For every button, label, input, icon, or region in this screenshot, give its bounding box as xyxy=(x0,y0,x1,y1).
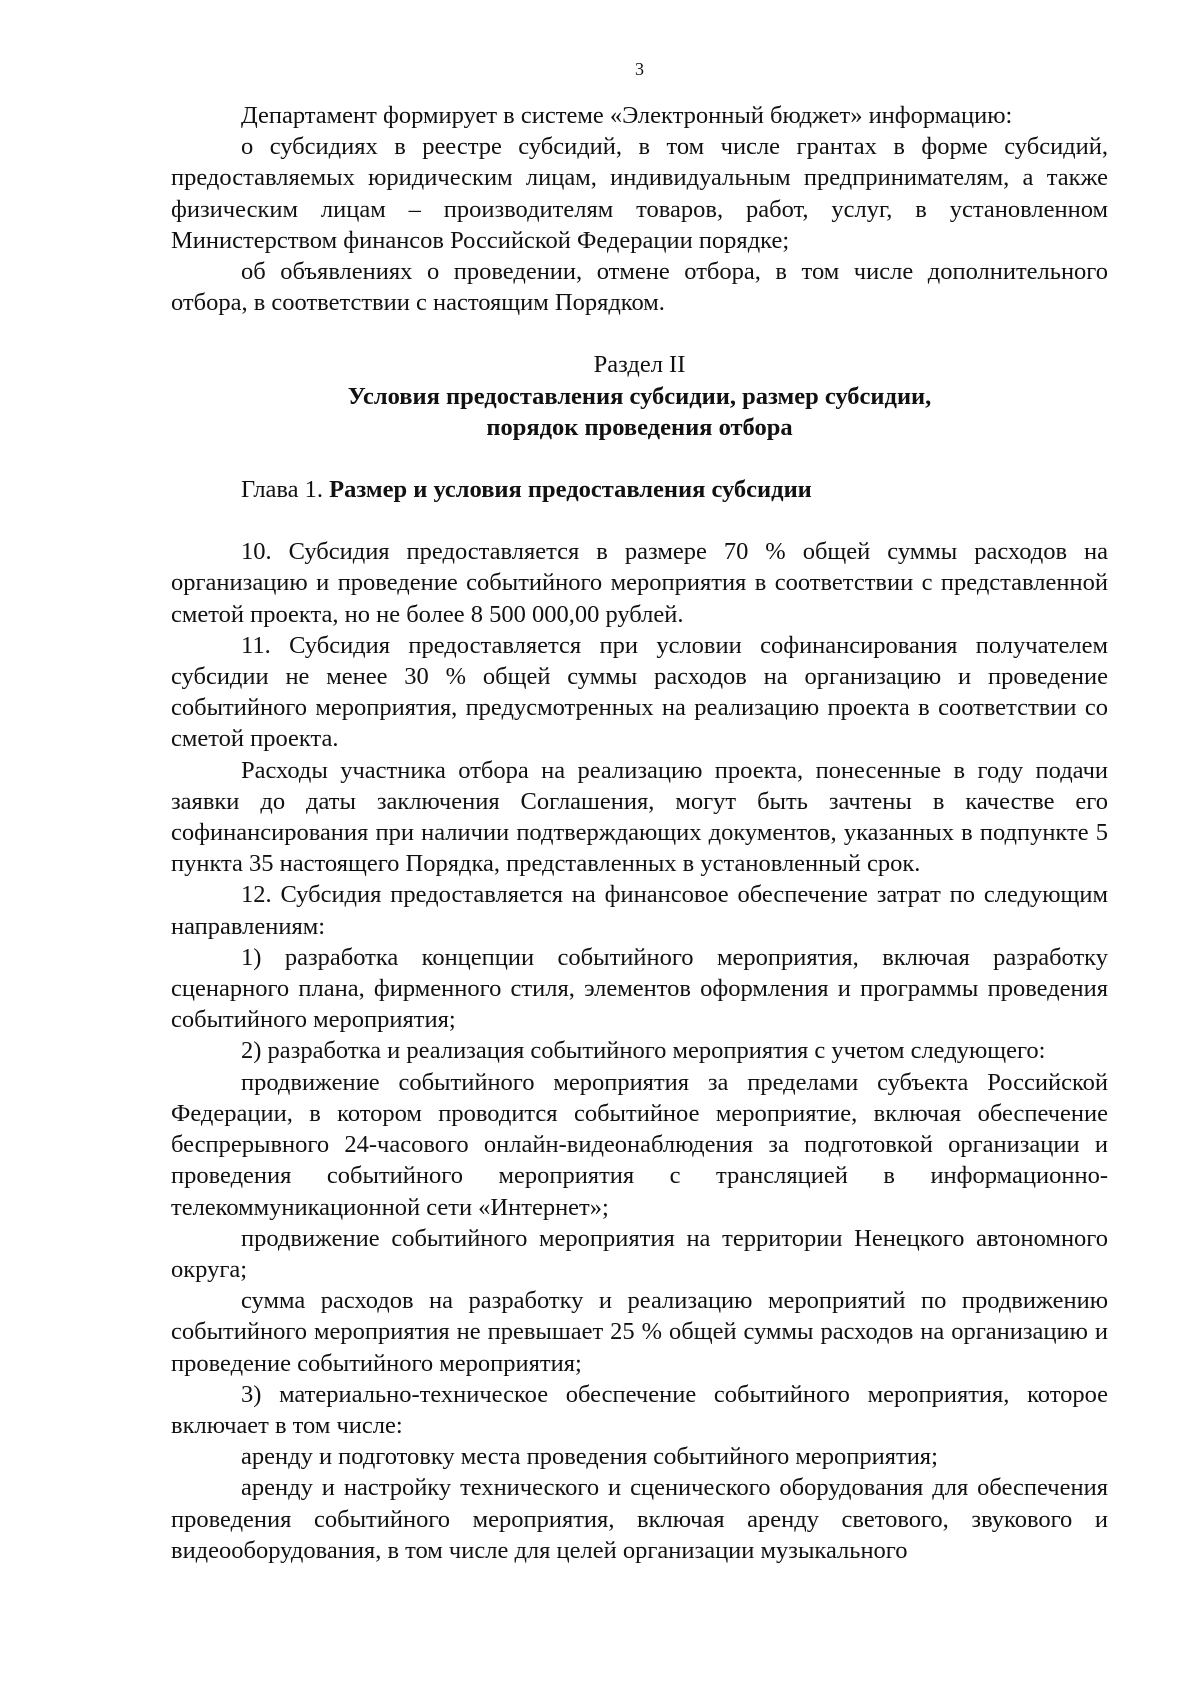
paragraph-12-item-2: 2) разработка и реализация событийного мероприятия с учетом следующего: xyxy=(241,1037,1046,1065)
paragraph-11: 11. Субсидия предоставляется при условии софинансирования получателем субсидии не менее 30 % общей суммы расходов на организацию и проведение событийного мероприятия, предусмотренных на реализацию проекта в соответствии со сметой проекта. xyxy=(171,631,1108,753)
chapter-heading xyxy=(171,474,1108,505)
paragraph-12-item-2-promotion-outside: продвижение событийного мероприятия за пределами субъекта Российской Федерации, в котором проводится событийное мероприятие, включая обеспечение беспрерывного 24-часового онлайн-видеонаблюдения за подготовкой организации и проведения событийного мероприятия с трансляцией в информационно-телекоммуникационной сети «Интернет»; xyxy=(171,1068,1108,1221)
paragraph-12-item-3-venue: аренду и подготовку места проведения событийного мероприятия; xyxy=(241,1443,938,1471)
paragraph-12-item-3-equipment: аренду и настройку технического и сценического оборудования для обеспечения проведения событийного мероприятия, включая аренду светового, звукового и видеооборудования, в том числе для целей организации музыкального xyxy=(171,1474,1108,1564)
intro-paragraph-3: об объявлениях о проведении, отмене отбора, в том числе дополнительного отбора, в соответствии с настоящим Порядком. xyxy=(171,258,1108,317)
document-page xyxy=(171,58,1108,1566)
intro-paragraph-1: Департамент формирует в системе «Электронный бюджет» информацию: xyxy=(241,102,1013,129)
section-title-line-2: порядок проведения отбора xyxy=(486,413,793,441)
paragraph-10: 10. Субсидия предоставляется в размере 70 % общей суммы расходов на организацию и проведение событийного мероприятия в соответствии с представленной сметой проекта, но не более 8 500 000,00 рублей. xyxy=(171,538,1108,628)
intro-paragraph-2: о субсидиях в реестре субсидий, в том числе грантах в форме субсидий, предоставляемых юридическим лицам, индивидуальным предпринимателям, а также физическим лицам – производителям товаров, работ, услуг, в установленном Министерством финансов Российской Федерации порядке; xyxy=(171,133,1108,254)
paragraph-11-expenses: Расходы участника отбора на реализацию проекта, понесенные в году подачи заявки до даты заключения Соглашения, могут быть зачтены в качестве его софинансирования при наличии подтверждающих документов, указанных в подпункте 5 пункта 35 настоящего Порядка, представленных в установленный срок. xyxy=(171,756,1108,878)
chapter-title: Размер и условия предоставления субсидии xyxy=(329,476,812,504)
paragraph-12-item-2-limit: сумма расходов на разработку и реализацию мероприятий по продвижению событийного мероприятия не превышает 25 % общей суммы расходов на организацию и проведение событийного мероприятия; xyxy=(171,1287,1108,1377)
paragraph-12-item-3: 3) материально-техническое обеспечение событийного мероприятия, которое включает в том числе: xyxy=(171,1380,1108,1439)
section-label: Раздел II xyxy=(593,351,686,379)
page-number: 3 xyxy=(635,59,644,79)
section-title-line-1: Условия предоставления субсидии, размер субсидии, xyxy=(347,382,932,410)
paragraph-12-item-2-promotion-inside: продвижение событийного мероприятия на территории Ненецкого автономного округа; xyxy=(171,1224,1108,1283)
paragraph-12: 12. Субсидия предоставляется на финансовое обеспечение затрат по следующим направлениям: xyxy=(171,881,1108,940)
chapter-prefix: Глава 1. xyxy=(241,476,330,504)
paragraph-12-item-1: 1) разработка концепции событийного мероприятия, включая разработку сценарного плана, фирменного стиля, элементов оформления и программы проведения событийного мероприятия; xyxy=(171,943,1108,1034)
